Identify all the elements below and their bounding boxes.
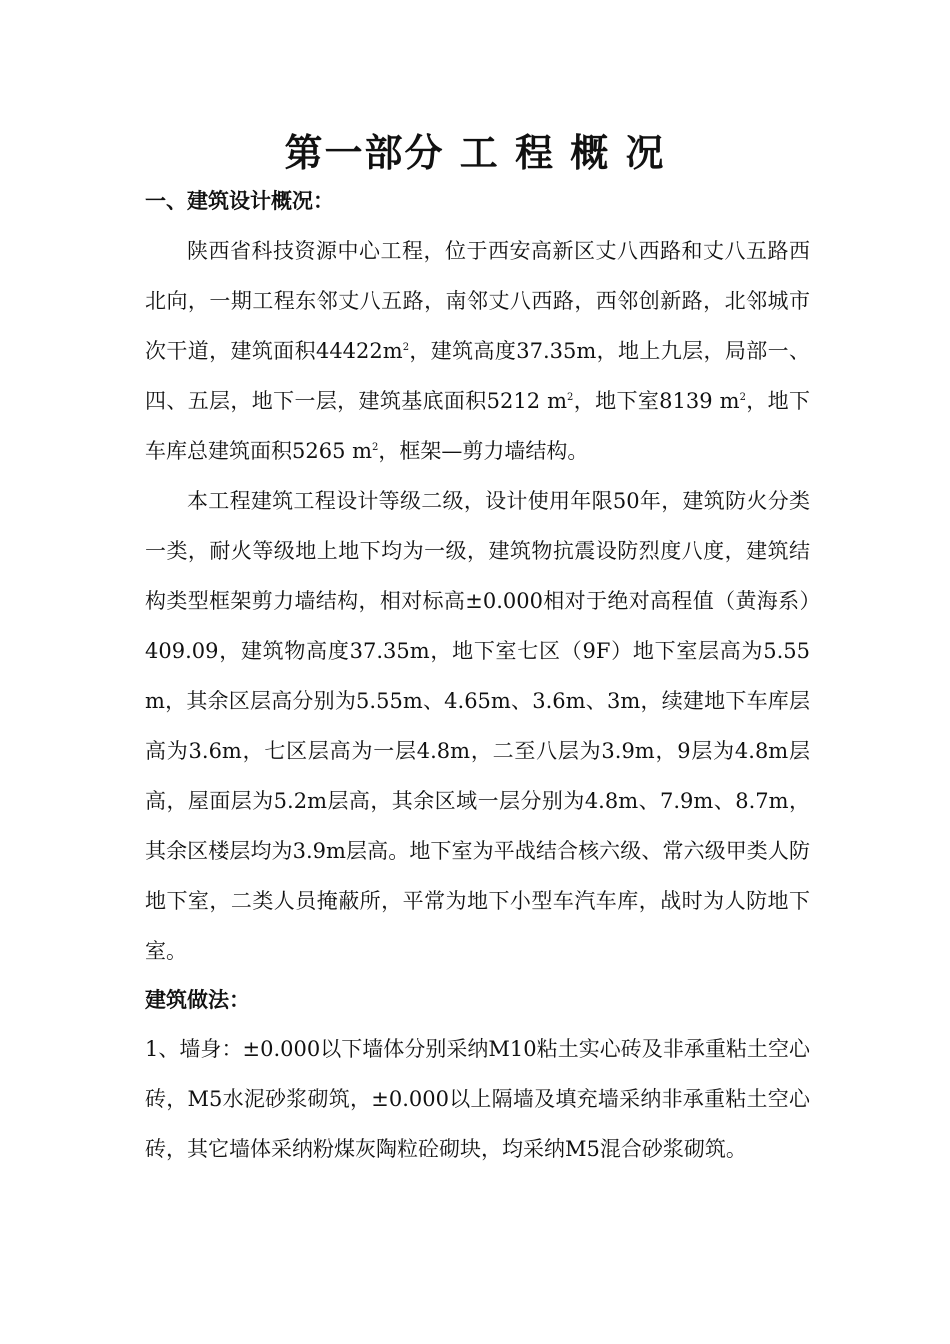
section-heading-building-methods: 建筑做法： [145,987,250,1012]
superscript-2: 2 [567,392,574,403]
paragraph-text: 陕西省科技资源中心工程，位于西安高新区丈八西路和丈八五路西北向，一期工程东邻丈八五路，南邻丈八西路，西邻创新路，北邻城市次干道，建筑面积44422m [145,239,810,363]
superscript-2: 2 [739,392,746,403]
superscript-2: 2 [402,342,410,353]
paragraph-design-grade: 本工程建筑工程设计等级二级，设计使用年限50年，建筑防火分类一类，耐火等级地上地下均为一级，建筑物抗震设防烈度八度，建筑结构类型框架剪力墙结构，相对标高±0.000相对于绝对高程值（黄海系）409.09，建筑物高度37.35m，地下室七区（9F）地下室层高为5.55m，其余区层高分别为5.55m、4.65m、3.6m、3m，续建地下车库层高为3.6m，七区层高为一层4.8m，二至八层为3.9m，9层为4.8m层高，屋面层为5.2m层高，其余区域一层分别为4.8m、7.9m、8.7m，其余区楼层均为3.9m层高。地下室为平战结合核六级、常六级甲类人防地下室，二类人员掩蔽所，平常为地下小型车汽车库，战时为人防地下室。 [145,489,810,963]
section-heading-architecture-overview: 一、建筑设计概况： [145,188,334,213]
paragraph-project-location [145,226,810,476]
paragraph-text: ，建筑高度37.35m，地上九层，局部一、四、五层，地下一层，建筑基底面积5212 m [145,339,811,413]
paragraph-text: ，地下车库总建筑面积5265 m [145,389,810,463]
paragraph-text: ，框架—剪力墙结构。 [378,439,589,463]
paragraph-wall-body: 1、墙身：±0.000以下墙体分别采纳M10粘土实心砖及非承重粘土空心砖，M5水泥砂浆砌筑，±0.000以上隔墙及填充墙采纳非承重粘土空心砖，其它墙体采纳粉煤灰陶粒砼砌块，均采纳M5混合砂浆砌筑。 [145,1037,810,1161]
superscript-2: 2 [372,442,379,453]
paragraph-text: ，地下室8139 m [573,389,740,413]
page-title: 第一部分 工 程 概 况 [284,130,666,175]
